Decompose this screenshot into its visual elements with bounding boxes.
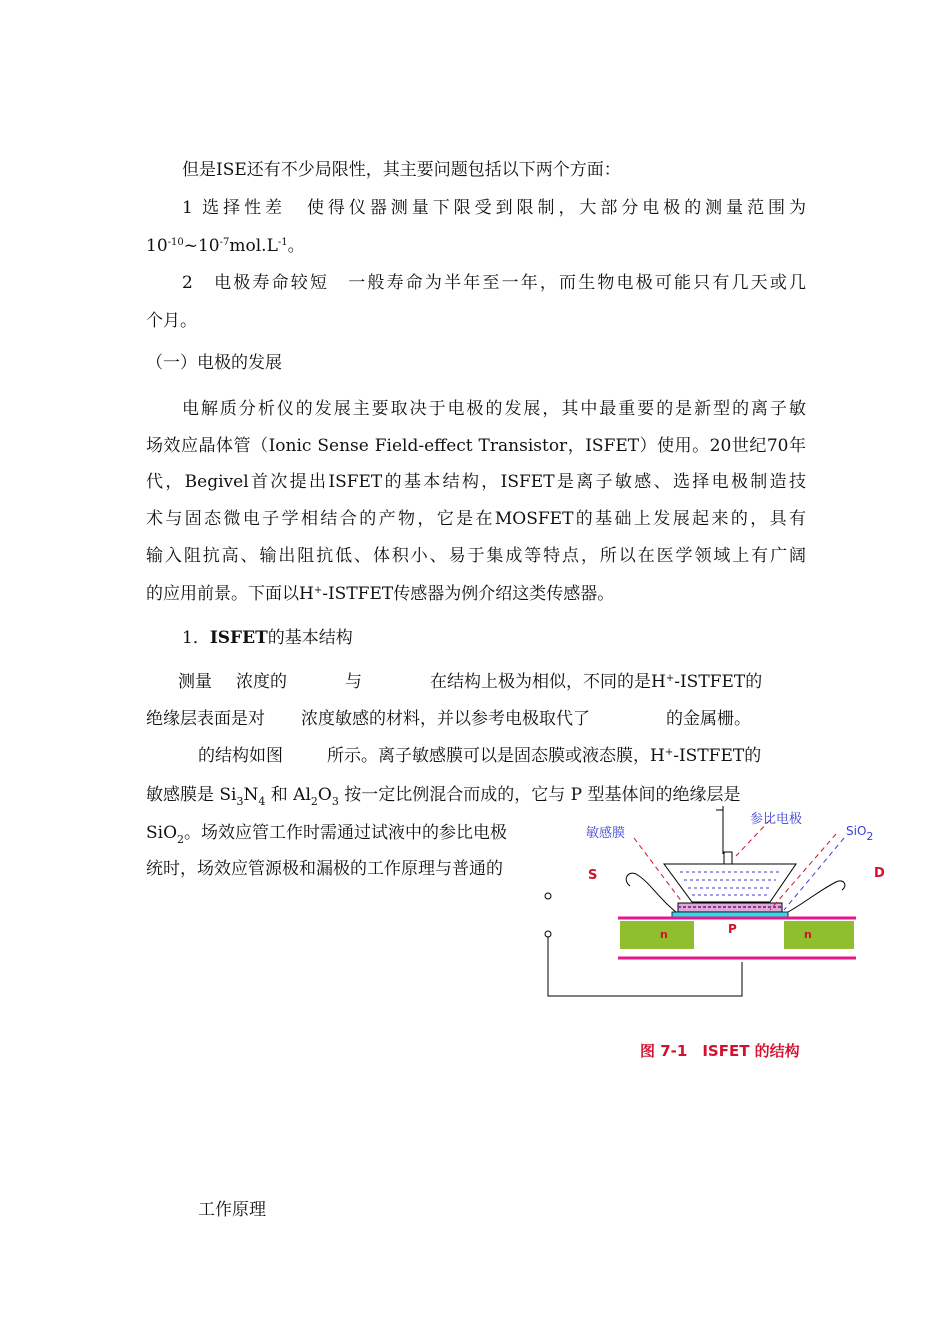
para3-line6: 统时，场效应管源极和漏极的工作原理与普通的 <box>146 859 503 879</box>
n-region-drain <box>784 921 854 949</box>
para3-line4: 敏感膜是 $Si_3N_4$ 和 $Al_2O_3$ 按一定比例混合而成的，它与 P 型基体间的绝缘层是 <box>146 785 741 808</box>
terminal-2 <box>545 931 551 937</box>
para2-line4: 术与固态微电子学相结合的产物，它是在MOSFET的基础上发展起来的，具有 <box>146 509 806 529</box>
para2-line3: 代，Begivel首次提出ISFET的基本结构，ISFET是离子敏感、选择电极制造技 <box>146 472 806 492</box>
isfet-figure <box>538 806 885 1066</box>
label-n-drain: n <box>804 928 812 941</box>
para2-line5: 输入阻抗高、输出阻抗低、体积小、易于集成等特点，所以在医学领域上有广阔 <box>146 546 806 566</box>
terminal-1 <box>545 893 551 899</box>
footer-heading: 工作原理 <box>198 1200 266 1220</box>
para3-line3: 的结构如图 所示。离子敏感膜可以是固态膜或液态膜，H+-ISTFET的 <box>198 746 762 766</box>
para3-line5: SiO$_2$。场效应管工作时需通过试液中的参比电极 <box>146 823 508 846</box>
item1-line1: 1 选择性差 使得仪器测量下限受到限制，大部分电极的测量范围为 <box>182 198 806 218</box>
label-membrane: 敏感膜 <box>586 826 626 841</box>
label-sio2: SiO$_2$ <box>846 824 874 843</box>
label-p: P <box>728 922 737 936</box>
beaker <box>664 864 796 902</box>
figure-caption: 图 7-1 ISFET 的结构 <box>640 1042 800 1060</box>
subsection-heading: 1．ISFET的基本结构 <box>182 628 353 648</box>
isfet-diagram <box>538 806 878 1066</box>
label-drain: D <box>874 866 885 881</box>
ref-lead-top <box>716 810 723 818</box>
para3-line2: 绝缘层表面是对 浓度敏感的材料，并以参考电极取代了 的金属栅。 <box>146 709 751 729</box>
drain-wire <box>788 881 845 912</box>
label-source: S <box>588 868 598 883</box>
item1-line2: $10^{-10}\sim 10^{-7}mol.L^{-1}$。 <box>146 236 305 256</box>
item2-line1: 2 电极寿命较短 一般寿命为半年至一年，而生物电极可能只有几天或几 <box>182 273 806 293</box>
para2-line2: 场效应晶体管（Ionic Sense Field-effect Transistor，ISFET）使用。20世纪70年 <box>146 436 806 456</box>
item2-line2: 个月。 <box>146 311 197 331</box>
para1: 但是ISE还有不少局限性，其主要问题包括以下两个方面： <box>182 160 621 180</box>
source-wire <box>626 873 676 912</box>
label-ref-electrode: 参比电极 <box>750 812 803 827</box>
para2-line6: 的应用前景。下面以H+-ISTFET传感器为例介绍这类传感器。 <box>146 584 615 604</box>
para3-line1: 测量 浓度的 与 在结构上极为相似，不同的是H+-ISTFET的 <box>178 672 763 692</box>
n-region-source <box>620 921 694 949</box>
label-n-source: n <box>660 928 668 941</box>
section-heading: （一）电极的发展 <box>146 353 282 373</box>
para2-line1: 电解质分析仪的发展主要取决于电极的发展，其中最重要的是新型的离子敏 <box>182 399 806 419</box>
